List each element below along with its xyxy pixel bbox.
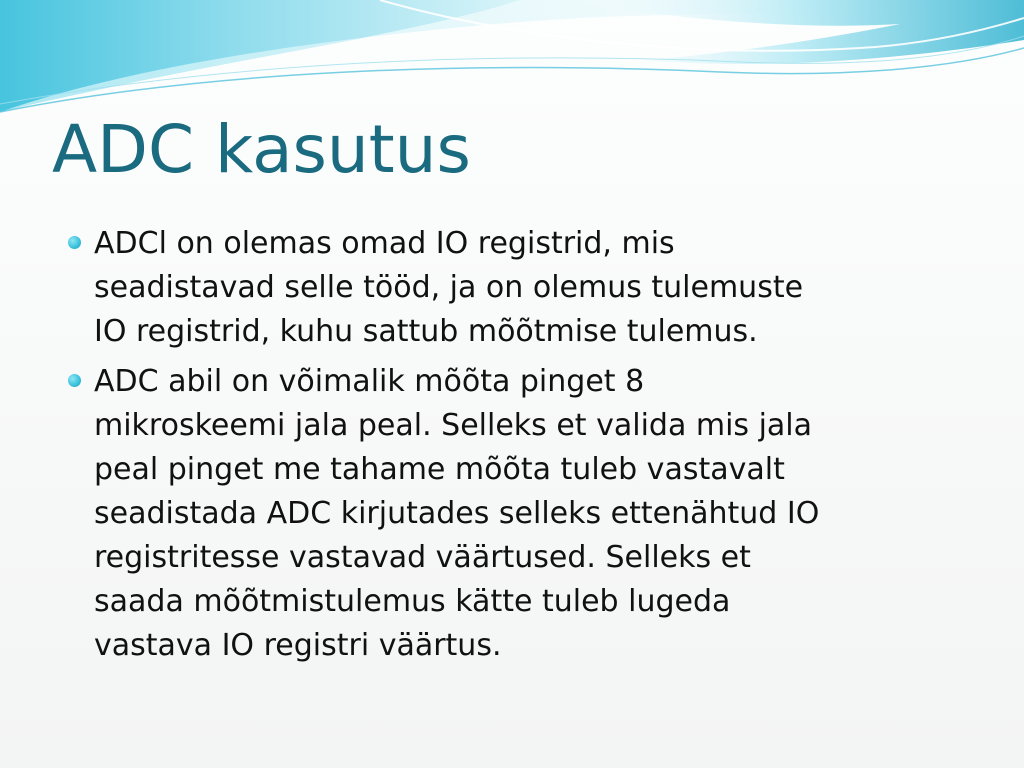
bullet-list — [68, 222, 968, 674]
bullet-line: ADC abil on võimalik mõõta pinget 8 — [94, 364, 645, 399]
bullet-line: IO registrid, kuhu sattub mõõtmise tulemus. — [94, 314, 758, 349]
bullet-line: peal pinget me tahame mõõta tuleb vastavalt — [94, 452, 785, 487]
bullet-line: vastava IO registri väärtus. — [94, 628, 502, 663]
bullet-dot-icon — [68, 236, 81, 249]
bullet-item — [68, 222, 968, 354]
slide-title: ADC kasutus — [52, 111, 471, 188]
bullet-line: ADCl on olemas omad IO registrid, mis — [94, 226, 675, 261]
bullet-line: mikroskeemi jala peal. Selleks et valida mis jala — [94, 408, 813, 443]
bullet-line: saada mõõtmistulemus kätte tuleb lugeda — [94, 584, 731, 619]
bullet-item — [68, 360, 968, 668]
bullet-line: registritesse vastavad väärtused. Selleks et — [94, 540, 751, 575]
bullet-dot-icon — [68, 374, 81, 387]
bullet-line: seadistada ADC kirjutades selleks ettenähtud IO — [94, 496, 820, 531]
bullet-line: seadistavad selle tööd, ja on olemus tulemuste — [94, 270, 804, 305]
